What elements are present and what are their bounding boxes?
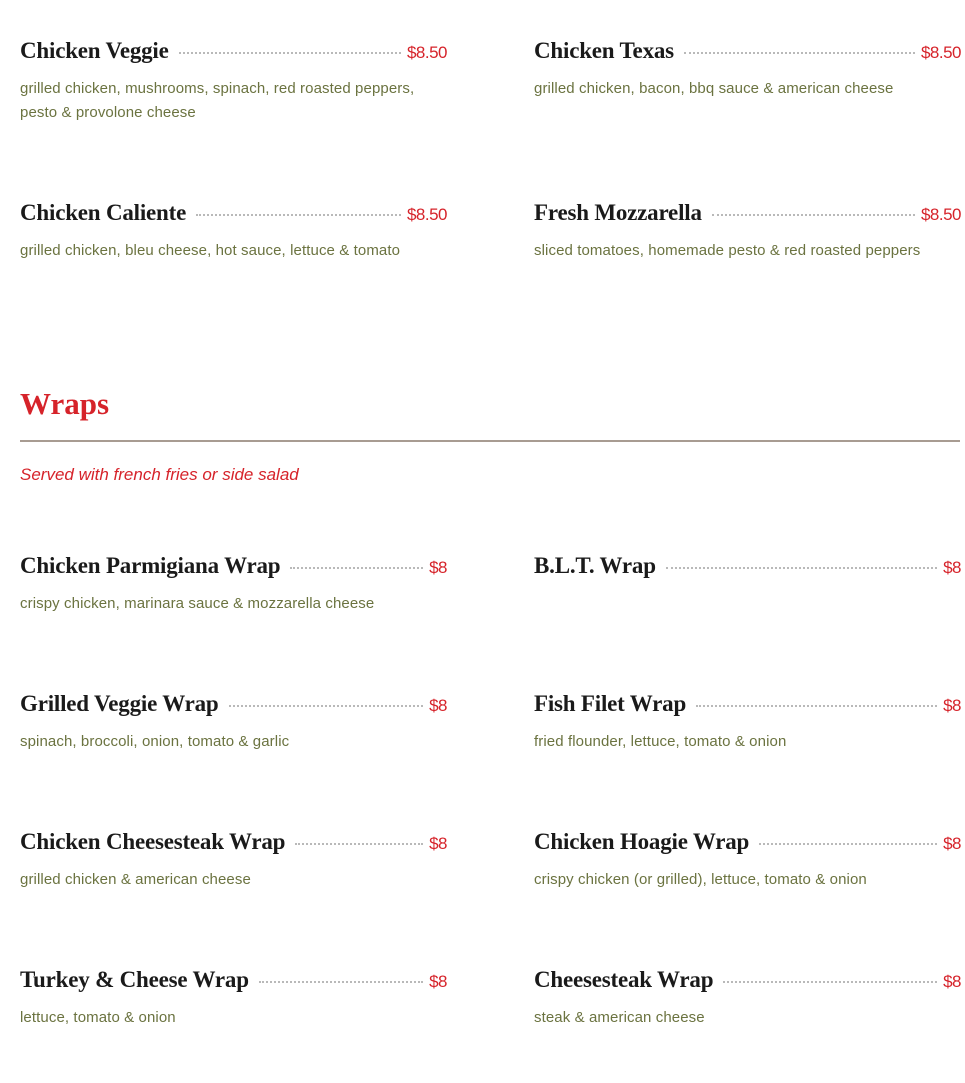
menu-item	[20, 691, 447, 754]
item-price: $8	[943, 972, 961, 991]
menu-item	[534, 38, 961, 101]
item-description: grilled chicken & american cheese	[20, 871, 251, 888]
menu-item	[534, 829, 961, 892]
dotted-leader	[696, 705, 937, 707]
dotted-leader	[196, 214, 401, 216]
item-description: grilled chicken, mushrooms, spinach, red roasted peppers, pesto & provolone cheese	[20, 80, 415, 121]
menu-item	[20, 200, 447, 263]
item-description: grilled chicken, bleu cheese, hot sauce, lettuce & tomato	[20, 242, 401, 259]
item-name: Chicken Cheesesteak Wrap	[20, 829, 286, 854]
item-name: Chicken Hoagie Wrap	[534, 829, 750, 854]
item-description: spinach, broccoli, onion, tomato & garlic	[20, 733, 290, 750]
item-name: Grilled Veggie Wrap	[20, 691, 219, 716]
item-price: $8.50	[920, 43, 961, 62]
item-description: crispy chicken (or grilled), lettuce, tomato & onion	[534, 871, 867, 888]
item-name: Cheesesteak Wrap	[534, 967, 714, 992]
dotted-leader	[666, 567, 937, 569]
menu-item	[534, 200, 961, 263]
item-price: $8	[429, 834, 447, 853]
item-price: $8	[429, 696, 447, 715]
menu-item	[534, 967, 961, 1030]
item-name: Chicken Caliente	[20, 200, 187, 225]
dotted-leader	[295, 843, 423, 845]
item-name: Turkey & Cheese Wrap	[20, 967, 249, 992]
menu-item	[534, 691, 961, 754]
dotted-leader	[259, 981, 423, 983]
dotted-leader	[179, 52, 401, 54]
item-description: fried flounder, lettuce, tomato & onion	[534, 733, 787, 750]
item-description: steak & american cheese	[534, 1009, 705, 1026]
item-price: $8	[943, 696, 961, 715]
menu-item	[20, 553, 447, 616]
item-price: $8	[943, 834, 961, 853]
item-description: lettuce, tomato & onion	[20, 1009, 176, 1026]
item-price: $8	[943, 558, 961, 577]
item-name: Fish Filet Wrap	[534, 691, 687, 716]
dotted-leader	[290, 567, 423, 569]
dotted-leader	[759, 843, 937, 845]
item-name: Chicken Parmigiana Wrap	[20, 553, 281, 578]
item-name: Chicken Veggie	[20, 38, 169, 63]
dotted-leader	[229, 705, 424, 707]
dotted-leader	[684, 52, 915, 54]
menu-item	[534, 553, 961, 592]
menu-item	[20, 38, 447, 125]
item-price: $8	[429, 972, 447, 991]
section-note: Served with french fries or side salad	[20, 465, 299, 484]
menu-item	[20, 829, 447, 892]
item-price: $8.50	[406, 43, 447, 62]
item-description: sliced tomatoes, homemade pesto & red roasted peppers	[534, 242, 921, 259]
menu-item	[20, 967, 447, 1030]
dotted-leader	[712, 214, 915, 216]
section-divider	[20, 440, 960, 442]
item-name: B.L.T. Wrap	[534, 553, 656, 578]
item-description: crispy chicken, marinara sauce & mozzarella cheese	[20, 595, 375, 612]
dotted-leader	[723, 981, 937, 983]
item-price: $8.50	[920, 205, 961, 224]
section-title: Wraps	[20, 386, 110, 421]
item-name: Chicken Texas	[534, 38, 674, 63]
item-price: $8.50	[406, 205, 447, 224]
item-name: Fresh Mozzarella	[534, 200, 702, 225]
item-description: grilled chicken, bacon, bbq sauce & american cheese	[534, 80, 894, 97]
item-price: $8	[429, 558, 447, 577]
